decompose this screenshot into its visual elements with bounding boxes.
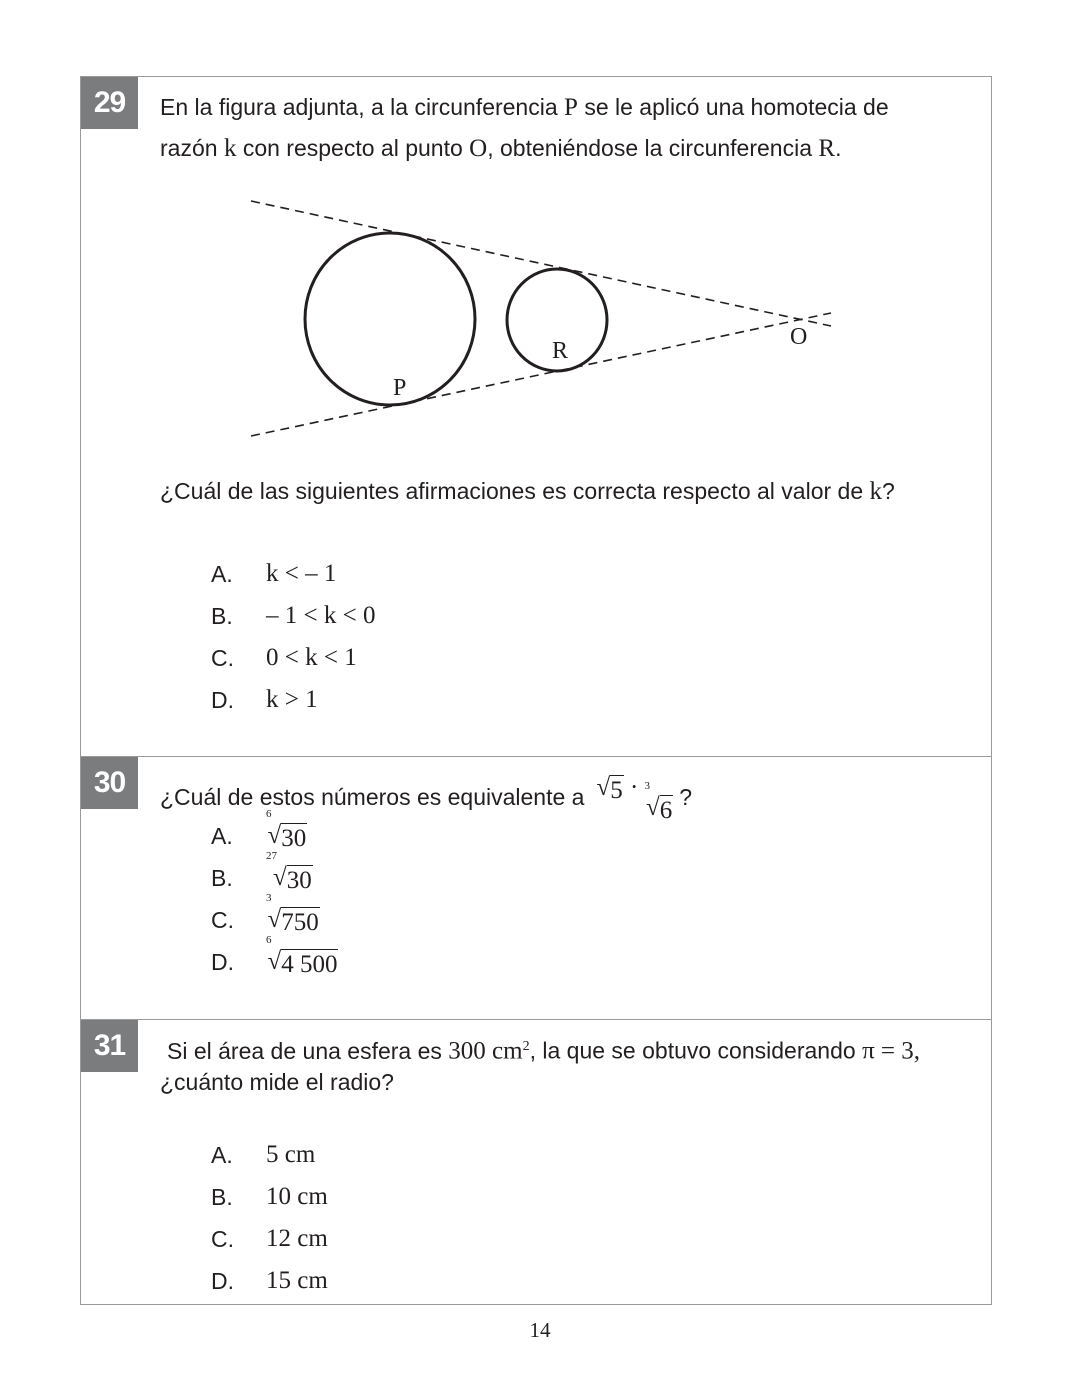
option-value: 0 < k < 1 xyxy=(266,644,357,671)
option-c[interactable] xyxy=(211,1218,328,1260)
stem-text: Si el área de una esfera es xyxy=(167,1037,449,1064)
option-b[interactable] xyxy=(211,850,313,899)
radicand: 6 xyxy=(659,797,673,824)
label-p: P xyxy=(393,375,407,401)
radicand: 30 xyxy=(286,867,312,894)
root-index: 6 xyxy=(266,934,272,946)
homothety-figure xyxy=(241,189,841,449)
radical-sign-icon: √ xyxy=(267,906,282,933)
prompt-var: k xyxy=(869,478,883,505)
stem-text: . xyxy=(835,135,842,161)
stem-value: 300 cm xyxy=(448,1037,523,1065)
option-letter: C. xyxy=(211,645,234,671)
question-31 xyxy=(81,1019,991,1305)
option-letter: C. xyxy=(211,907,234,933)
option-a[interactable] xyxy=(211,1134,315,1176)
option-root xyxy=(266,892,320,941)
question-stem xyxy=(160,87,889,169)
option-letter: D. xyxy=(211,949,234,975)
radical-sign-icon: √ xyxy=(267,822,282,849)
radical-sign-icon: √ xyxy=(267,948,282,975)
option-d[interactable] xyxy=(211,679,318,721)
expression xyxy=(596,767,673,828)
prompt-text: ? xyxy=(882,478,895,504)
stem-var: k xyxy=(223,135,237,162)
option-letter: B. xyxy=(211,603,233,629)
questions-frame xyxy=(80,76,992,1305)
option-value: k < – 1 xyxy=(266,560,337,587)
prompt-text: ¿Cuál de las siguientes afirmaciones es correcta respecto al valor de xyxy=(160,478,870,504)
question-prompt xyxy=(160,471,895,512)
stem-text: , obteniéndose la circunferencia xyxy=(487,135,819,161)
label-o: O xyxy=(790,324,808,350)
stem-text: con respecto al punto xyxy=(236,135,470,161)
option-root xyxy=(266,934,338,983)
option-letter: A. xyxy=(211,1142,233,1168)
page-number: 14 xyxy=(529,1318,551,1342)
radical-sign-icon: √ xyxy=(273,864,287,891)
option-value: 10 cm xyxy=(266,1183,328,1210)
root-index: 6 xyxy=(266,808,272,820)
question-number-badge: 30 xyxy=(81,757,138,809)
option-letter: B. xyxy=(211,1184,233,1210)
question-number-badge: 31 xyxy=(81,1020,138,1072)
radicand: 750 xyxy=(281,909,319,936)
question-stem xyxy=(160,1032,920,1097)
option-b[interactable] xyxy=(211,1176,328,1218)
dot-operator: · xyxy=(629,774,639,801)
option-letter: A. xyxy=(211,561,233,587)
root-index: 3 xyxy=(266,892,272,904)
cube-root xyxy=(644,780,674,828)
option-b[interactable] xyxy=(211,595,375,637)
stem-var: O xyxy=(469,135,488,162)
option-a[interactable] xyxy=(211,808,307,857)
stem-text: En la figura adjunta, a la circunferencia xyxy=(160,94,565,120)
root-index: 27 xyxy=(266,850,277,862)
stem-text: , la que se obtuvo considerando xyxy=(529,1037,863,1064)
option-value: 12 cm xyxy=(266,1225,328,1252)
option-value: 5 cm xyxy=(266,1141,316,1168)
option-d[interactable] xyxy=(211,934,338,983)
square-root xyxy=(596,767,623,808)
option-root xyxy=(266,850,313,899)
stem-pi: π = 3, xyxy=(862,1037,921,1065)
circle-p xyxy=(305,233,475,405)
option-d[interactable] xyxy=(211,1260,328,1302)
stem-exponent: 2 xyxy=(522,1039,530,1054)
label-r: R xyxy=(552,338,569,364)
question-30 xyxy=(81,756,991,1019)
radicand: 5 xyxy=(610,777,623,804)
option-letter: D. xyxy=(211,687,234,713)
option-letter: D. xyxy=(211,1268,234,1294)
option-value: – 1 < k < 0 xyxy=(266,602,376,629)
option-c[interactable] xyxy=(211,637,357,679)
stem-text: razón xyxy=(160,135,224,161)
stem-text: ? xyxy=(679,784,693,810)
option-value: k > 1 xyxy=(266,686,318,713)
option-letter: B. xyxy=(211,865,233,891)
question-number-badge: 29 xyxy=(81,77,138,129)
stem-text: se le aplicó una homotecia de xyxy=(577,94,889,120)
option-value: 15 cm xyxy=(266,1267,328,1294)
stem-var: R xyxy=(818,135,836,162)
radical-sign-icon: √ xyxy=(646,794,660,821)
question-29 xyxy=(81,77,991,756)
stem-var: P xyxy=(564,94,578,121)
root-index: 3 xyxy=(644,780,651,792)
stem-text: ¿cuánto mide el radio? xyxy=(160,1068,394,1095)
radicand: 4 500 xyxy=(281,951,338,978)
stem-text: ¿Cuál de estos números es equivalente a xyxy=(160,784,585,810)
option-letter: A. xyxy=(211,823,233,849)
option-letter: C. xyxy=(211,1226,234,1252)
option-a[interactable] xyxy=(211,553,336,595)
radicand: 30 xyxy=(281,825,307,852)
radical-sign-icon: √ xyxy=(596,774,611,801)
